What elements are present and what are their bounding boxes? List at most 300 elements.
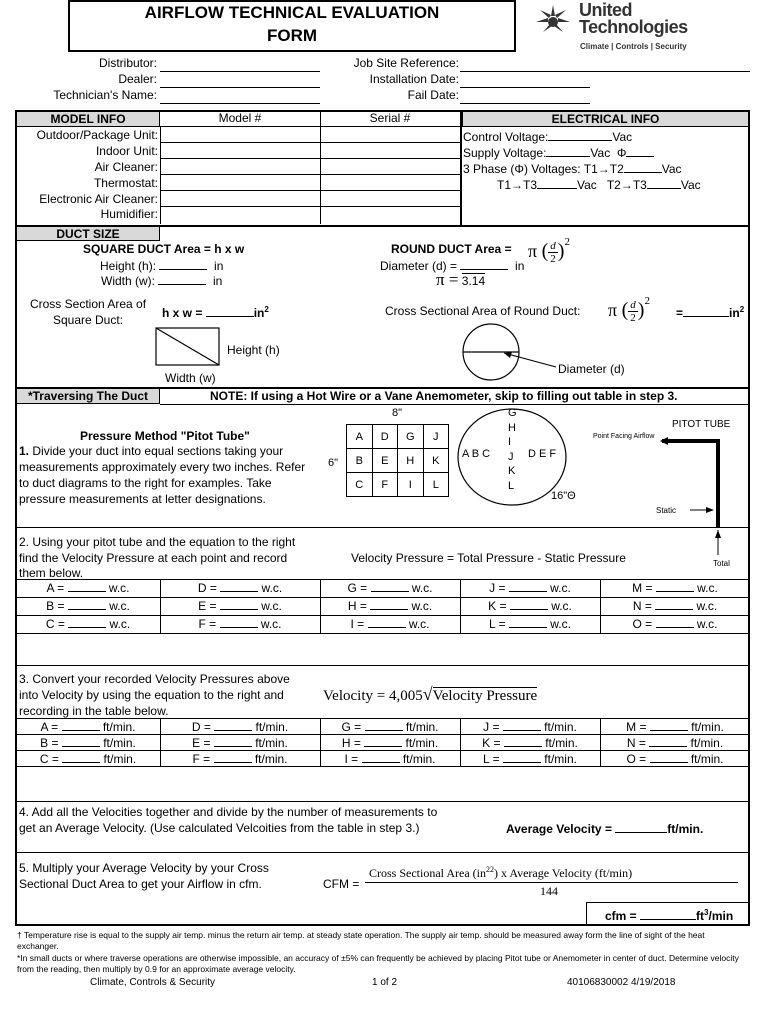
hxw-row <box>162 305 269 320</box>
table-cell <box>160 751 320 766</box>
model-row-label: Humidifier: <box>100 207 158 221</box>
table-cell-label: E = <box>192 736 211 750</box>
table-cell <box>16 616 160 631</box>
cross-square-label-2: Square Duct: <box>52 313 124 327</box>
table-cell-field[interactable] <box>214 751 252 763</box>
width-row <box>101 273 222 288</box>
vac-unit: Vac <box>577 178 597 192</box>
table-cell-unit: ft/min. <box>691 720 724 734</box>
table-cell-unit: ft/min. <box>405 720 439 734</box>
table-cell-label: B = <box>40 736 59 750</box>
footer-company: Climate, Controls & Security <box>90 977 216 988</box>
table-cell <box>600 751 750 766</box>
table-cell-field[interactable] <box>650 751 688 763</box>
model-row-label: Electronic Air Cleaner: <box>39 192 158 206</box>
utc-logo-icon <box>533 2 573 38</box>
table-cell-label: G = <box>341 720 362 734</box>
table-cell <box>16 598 160 613</box>
step3-line1: 3. Convert your recorded Velocity Pressures above <box>19 672 290 686</box>
table-cell <box>460 598 600 613</box>
table-cell <box>160 580 320 595</box>
table-col-rule <box>160 579 161 633</box>
table-cell-unit: ft/min. <box>102 720 136 734</box>
traverse-note-rule <box>160 404 750 405</box>
table-cell-unit: w.c. <box>696 599 718 613</box>
table-cell-unit: ft/min. <box>545 736 578 750</box>
model-row-rule <box>160 190 460 191</box>
job-site-label: Job Site Reference: <box>353 56 459 70</box>
footer-doc-id: 40106830002 4/19/2018 <box>567 977 676 988</box>
table-cell-unit: ft/min. <box>255 736 288 750</box>
technician-field[interactable] <box>160 103 320 104</box>
step4-rule <box>15 801 750 802</box>
square-duct-title: SQUARE DUCT Area = h x w <box>83 242 245 256</box>
serial-col-divider <box>320 111 321 224</box>
table-cell-label: M = <box>632 581 653 595</box>
grid-cell: E <box>372 448 399 473</box>
table-cell-label: L = <box>483 752 500 766</box>
table-cell <box>320 719 460 734</box>
table-cell-label: F = <box>198 617 217 631</box>
table-cell-label: O = <box>632 617 653 631</box>
table-cell-unit: ft/min. <box>405 736 439 750</box>
table-cell-label: J = <box>483 720 500 734</box>
table-cell-unit: ft/min. <box>103 752 137 766</box>
table-cell-field[interactable] <box>368 616 406 628</box>
step1-text: Divide your duct into equal sections taking your <box>32 444 284 458</box>
table-cell-label: M = <box>626 720 647 734</box>
table-col-rule <box>160 718 161 766</box>
round-duct-diagram <box>458 322 558 382</box>
brand-tagline: Climate | Controls | Security <box>580 42 687 51</box>
round-area-formula-2: π $(\frac{d}{2})^2$ <box>608 295 650 325</box>
height-label: Height (h): <box>100 259 157 273</box>
average-velocity-field[interactable] <box>615 821 667 833</box>
table-col-rule <box>320 579 321 633</box>
step4-line1: 4. Add all the Velocities together and divide by the number of measurements to <box>19 805 438 819</box>
t1t3-field[interactable] <box>537 177 577 189</box>
width-label: Width (w): <box>101 274 155 288</box>
step5-line1: 5. Multiply your Average Velocity by your Cross <box>19 861 269 875</box>
technician-label: Technician's Name: <box>53 88 157 102</box>
control-voltage-label: Control Voltage: <box>463 130 549 144</box>
step3-line3: recording in the table below. <box>19 704 169 718</box>
form-title-line2: FORM <box>266 26 318 45</box>
square-exp: 2 <box>644 295 650 307</box>
table-cell-unit: ft/min. <box>690 752 724 766</box>
model-row-rule <box>160 158 460 159</box>
table-top-rule <box>16 579 750 580</box>
table-cell-unit: ft/min. <box>402 752 436 766</box>
grid-cell: J <box>423 424 450 449</box>
average-velocity-label: Average Velocity = <box>506 822 612 836</box>
round-area-field[interactable] <box>683 305 729 317</box>
table-cell-field[interactable] <box>509 616 547 628</box>
table-cell-field[interactable] <box>504 735 542 747</box>
table-cell-label: I = <box>344 752 359 766</box>
square-area-field[interactable] <box>206 305 254 317</box>
table-cell-field[interactable] <box>655 598 693 610</box>
step2-line2: find the Velocity Pressure at each point and record <box>19 551 288 565</box>
step4-line2: get an Average Velocity. (Use calculated Velcoities from the table in step 3.) <box>19 821 420 835</box>
supply-voltage-field[interactable] <box>546 145 590 157</box>
grid-cell: F <box>372 472 399 497</box>
square-duct-diagram <box>155 327 221 367</box>
model-row-rule <box>160 206 460 207</box>
grid-cell: B <box>346 448 373 473</box>
table-cell-field[interactable] <box>364 735 402 747</box>
table-cell <box>320 580 460 595</box>
step3-rule <box>15 665 750 666</box>
table-cell-field[interactable] <box>656 616 694 628</box>
brand-line1: United <box>579 0 632 20</box>
table-cell-unit: w.c. <box>408 617 430 631</box>
table-cell-unit: w.c. <box>411 599 433 613</box>
round-vertical-letter: I <box>508 436 512 448</box>
in-unit: in <box>213 274 223 288</box>
cfm-result-row <box>605 908 733 923</box>
table-cell-label: N = <box>632 599 652 613</box>
table-col-rule <box>460 579 461 633</box>
model-row-label: Air Cleaner: <box>94 160 158 174</box>
supply-voltage-row <box>463 145 654 160</box>
table-cell-label: D = <box>197 581 217 595</box>
table-cell-field[interactable] <box>656 580 694 592</box>
diameter-field[interactable] <box>460 258 508 270</box>
height-field[interactable] <box>159 258 207 270</box>
table-cell-field[interactable] <box>220 616 258 628</box>
model-row-rule <box>160 174 460 175</box>
table-cell <box>460 751 600 766</box>
numerator-b: ) x Average Velocity (ft/min) <box>493 866 633 880</box>
table-cell-field[interactable] <box>650 719 688 731</box>
footer-page-number: 1 of 2 <box>372 977 398 988</box>
install-date-label: Installation Date: <box>369 72 459 86</box>
round-vertical-letter: G <box>508 407 517 419</box>
table-cell-unit: w.c. <box>550 617 571 631</box>
table-cell <box>320 616 460 631</box>
table-cell-label: D = <box>191 720 211 734</box>
table-col-rule <box>600 718 601 766</box>
in2-unit: in <box>729 306 740 320</box>
diameter-label: Diameter (d) = <box>380 259 458 273</box>
grid-cell: L <box>423 472 450 497</box>
grid-cell: A <box>346 424 373 449</box>
vac-unit: Vac <box>661 162 682 176</box>
vac-unit: Vac <box>680 178 701 192</box>
width-field[interactable] <box>158 273 206 285</box>
pitot-total-label: Total <box>713 559 730 568</box>
traverse-note: NOTE: If using a Hot Wire or a Vane Anemometer, skip to filling out table in step 3. <box>210 389 678 403</box>
table-cell-field[interactable] <box>214 735 252 747</box>
round-area-formula: π $(\frac{d}{2})^2$ <box>528 236 570 266</box>
diagram-diameter-label: Diameter (d) <box>558 362 625 376</box>
round-duct-title: ROUND DUCT Area = <box>391 242 512 256</box>
grid-cell: G <box>397 424 424 449</box>
pi-eq-label: π = <box>436 270 459 289</box>
cross-round-label: Cross Sectional Area of Round Duct: <box>385 304 581 318</box>
table-cell-label: G = <box>347 581 368 595</box>
table-cell <box>320 735 460 750</box>
table-cell <box>600 580 750 595</box>
table-cell-unit: ft/min. <box>690 736 724 750</box>
table-cell-unit: w.c. <box>411 581 433 595</box>
table-col-rule <box>320 718 321 766</box>
table-cell-field[interactable] <box>68 616 106 628</box>
step3-line2: into Velocity by using the equation to the right and <box>19 688 284 702</box>
pitot-static-label: Static <box>656 506 677 515</box>
pitot-method-title: Pressure Method "Pitot Tube" <box>80 429 250 443</box>
model-info-heading: MODEL INFO <box>16 111 160 127</box>
table-cell-field[interactable] <box>503 751 541 763</box>
cfm-equals-label: CFM = <box>323 877 360 891</box>
vac-unit: Vac <box>590 146 611 160</box>
grid-cell: H <box>397 448 424 473</box>
three-phase-label: 3 Phase (Φ) Voltages: T1→T2 <box>463 162 624 176</box>
table-cell-label: A = <box>40 720 59 734</box>
table-cell-field[interactable] <box>62 719 100 731</box>
table-cell-unit: w.c. <box>261 599 282 613</box>
round-right-letters: D E F <box>528 448 557 460</box>
numerator-a: Cross Sectional Area (in <box>369 866 486 880</box>
table-cell <box>460 580 600 595</box>
table-cell-field[interactable] <box>362 751 400 763</box>
table-cell-label: H = <box>347 599 367 613</box>
table-cell-field[interactable] <box>370 598 408 610</box>
footnote-temperature: † Temperature rise is equal to the supply air temp. minus the return air temp. at steady state operation. The supply air temp. should be measured away form the line of sight of the heat exchanger. <box>17 930 705 951</box>
t2t3-label: T2→T3 <box>606 178 647 192</box>
distributor-label: Distributor: <box>98 56 157 70</box>
cfm-unit2: /min <box>708 909 734 923</box>
pitot-tube-title: PITOT TUBE <box>672 419 731 430</box>
step2-rule <box>15 527 750 528</box>
round-vertical-letter: H <box>508 421 516 434</box>
traverse-heading: *Traversing The Duct <box>16 388 160 404</box>
control-voltage-field[interactable] <box>548 129 612 141</box>
table-cell-field[interactable] <box>220 598 258 610</box>
table-cell-label: O = <box>626 752 647 766</box>
table-cell-label: H = <box>341 736 361 750</box>
table-cell-field[interactable] <box>62 735 100 747</box>
height-row <box>100 258 223 273</box>
table-cell-field[interactable] <box>649 735 687 747</box>
table-cell-label: C = <box>39 752 59 766</box>
table-col-rule <box>460 718 461 766</box>
dealer-label: Dealer: <box>118 72 157 86</box>
vac-unit: Vac <box>612 130 633 144</box>
table-cell-label: J = <box>489 581 506 595</box>
step2-line1: 2. Using your pitot tube and the equation to the right <box>19 535 296 549</box>
table-cell <box>600 598 750 613</box>
pi-value: 3.14 <box>461 274 486 288</box>
cfm-numerator <box>369 865 632 881</box>
table-cell-unit: ft/min. <box>254 752 288 766</box>
table-cell-unit: ft/min. <box>255 720 289 734</box>
in2-unit: in <box>253 306 265 320</box>
table-cell <box>600 735 750 750</box>
t1t3-label: T1→T3 <box>497 178 538 192</box>
table-cell-field[interactable] <box>214 719 252 731</box>
step1-line2: measurements approximately every two inches. Refer <box>19 460 306 474</box>
supply-voltage-label: Supply Voltage: <box>463 146 547 160</box>
three-phase-row <box>463 161 682 176</box>
table-cell-label: I = <box>350 617 365 631</box>
table-cell <box>16 580 160 595</box>
brand-line2: Technologies <box>579 17 688 37</box>
table-cell-label: A = <box>46 581 65 595</box>
step1-number: 1. <box>19 444 30 458</box>
diagram-width-label: Width (w) <box>165 371 216 385</box>
t1t3-row <box>497 177 701 192</box>
table-cell-field[interactable] <box>62 751 100 763</box>
table-cell-unit: w.c. <box>261 581 283 595</box>
round-vertical-letter: L <box>508 479 515 492</box>
distributor-field[interactable] <box>160 71 320 72</box>
two-symbol: 2 <box>550 253 556 266</box>
table-cell-unit: w.c. <box>260 617 282 631</box>
table-cell <box>600 719 750 734</box>
fail-date-label: Fail Date: <box>407 88 459 102</box>
footnote-traverse: *In small ducts or where traverse operations are otherwise impossible, an accuracy of ±5% can frequently be achieved by placing Pitot tube or Anemometer in center of duct. Determine velocity from the reading, then multiply by 0.9 for an approximate average velocity. <box>17 953 739 974</box>
dealer-field[interactable] <box>160 87 320 88</box>
grid-cell: I <box>397 472 424 497</box>
diagram-height-label: Height (h) <box>227 343 280 357</box>
model-column-header: Model # <box>218 111 262 125</box>
table-cell <box>460 735 600 750</box>
numerator-sup: 22 <box>485 865 494 874</box>
model-row-label: Outdoor/Package Unit: <box>36 128 158 142</box>
pi-row <box>436 270 485 290</box>
table-col-rule <box>600 579 601 633</box>
table-cell-label: L = <box>489 617 506 631</box>
t2t3-field[interactable] <box>647 177 681 189</box>
model-col-divider <box>160 126 161 224</box>
model-electrical-divider <box>460 110 462 226</box>
table-top-rule <box>16 718 750 719</box>
table-cell-unit: w.c. <box>109 599 130 613</box>
table-cell-field[interactable] <box>509 580 547 592</box>
grid-cell: K <box>423 448 450 473</box>
grid-cell: C <box>346 472 373 497</box>
table-cell-unit: w.c. <box>550 581 571 595</box>
round-vertical-letter: K <box>508 465 516 477</box>
electrical-info-heading: ELECTRICAL INFO <box>462 111 749 127</box>
pi-symbol: π <box>528 241 538 261</box>
fail-date-field[interactable] <box>460 103 590 104</box>
round-area-result <box>676 305 744 320</box>
round-diameter-label: 16"Θ <box>551 490 576 502</box>
table-cell <box>160 598 320 613</box>
table-cell-field[interactable] <box>365 719 403 731</box>
average-velocity-row <box>506 821 703 836</box>
cfm-field[interactable] <box>640 908 696 920</box>
model-header-rule <box>16 126 460 127</box>
cfm-sup: 3 <box>704 908 709 917</box>
hxw-label: h x w = <box>162 306 203 320</box>
model-row-label: Indoor Unit: <box>95 144 158 158</box>
cfm-box-left <box>586 902 587 926</box>
velocity-eq-left: Velocity = 4,005 <box>323 688 423 704</box>
table-cell <box>160 616 320 631</box>
table-cell-unit: ft/min. <box>544 720 577 734</box>
model-row-rule <box>160 142 460 143</box>
phase-field[interactable] <box>626 145 654 157</box>
table-cell-unit: ft/min. <box>544 752 577 766</box>
table-cell-unit: w.c. <box>551 599 572 613</box>
table-cell <box>160 719 320 734</box>
step1-line1 <box>19 444 283 458</box>
phase-symbol: Φ <box>616 146 627 160</box>
control-voltage-row <box>463 129 632 144</box>
cfm-label: cfm = <box>605 909 637 923</box>
table-cell-unit: w.c. <box>108 581 130 595</box>
form-title-line1: AIRFLOW TECHNICAL EVALUATION <box>144 3 440 22</box>
table-cell-field[interactable] <box>68 598 106 610</box>
cfm-box-top <box>586 902 750 903</box>
table-cell <box>160 735 320 750</box>
square-exp: 2 <box>564 236 570 248</box>
cross-square-label-1: Cross Section Area of <box>29 297 147 311</box>
pitot-facing-label: Point Facing Airflow <box>593 433 655 440</box>
table-cell <box>320 751 460 766</box>
average-velocity-unit: ft/min. <box>667 822 704 836</box>
table-cell-label: F = <box>192 752 211 766</box>
cfm-denominator: 144 <box>540 884 558 898</box>
table-cell <box>320 598 460 613</box>
step2-line3: them below. <box>19 566 84 580</box>
cfm-unit: ft <box>696 909 705 923</box>
duct-size-heading: DUCT SIZE <box>16 226 160 241</box>
table-cell-unit: w.c. <box>697 581 718 595</box>
table-cell-field[interactable] <box>510 598 548 610</box>
step5-line2: Sectional Duct Area to get your Airflow in cfm. <box>19 877 262 891</box>
pi-symbol: π <box>608 300 618 320</box>
table-cell <box>460 719 600 734</box>
equals: = <box>676 306 684 320</box>
table-cell-label: K = <box>482 736 501 750</box>
table-cell <box>460 616 600 631</box>
velocity-eq-right: Velocity Pressure <box>432 688 538 704</box>
table-cell <box>600 616 750 631</box>
table-cell <box>16 735 160 750</box>
job-site-field[interactable] <box>460 71 750 72</box>
step1-line4: pressure measurements at letter designations. <box>19 492 266 506</box>
grid-height-label: 6" <box>328 457 339 469</box>
round-left-letters: A B C <box>462 448 491 460</box>
table-cell-label: E = <box>198 599 217 613</box>
table-cell-label: K = <box>488 599 507 613</box>
table-cell-label: C = <box>45 617 65 631</box>
install-date-field[interactable] <box>460 87 590 88</box>
cfm-fraction-bar <box>365 882 738 883</box>
table-cell-field[interactable] <box>220 580 258 592</box>
sup2: 2 <box>264 305 269 314</box>
t1t2-field[interactable] <box>624 161 662 173</box>
table-cell <box>16 719 160 734</box>
table-cell-field[interactable] <box>68 580 106 592</box>
table-cell-field[interactable] <box>371 580 409 592</box>
table-cell-field[interactable] <box>503 719 541 731</box>
two-symbol: 2 <box>630 312 636 325</box>
table-cell-unit: ft/min. <box>103 736 136 750</box>
table-cell-label: B = <box>46 599 65 613</box>
table-row-rule <box>16 633 750 634</box>
d-symbol: d <box>630 299 636 312</box>
table-cell-unit: w.c. <box>696 617 718 631</box>
sup2: 2 <box>739 305 745 314</box>
grid-width-label: 8" <box>392 407 403 419</box>
in-unit: in <box>214 259 224 273</box>
